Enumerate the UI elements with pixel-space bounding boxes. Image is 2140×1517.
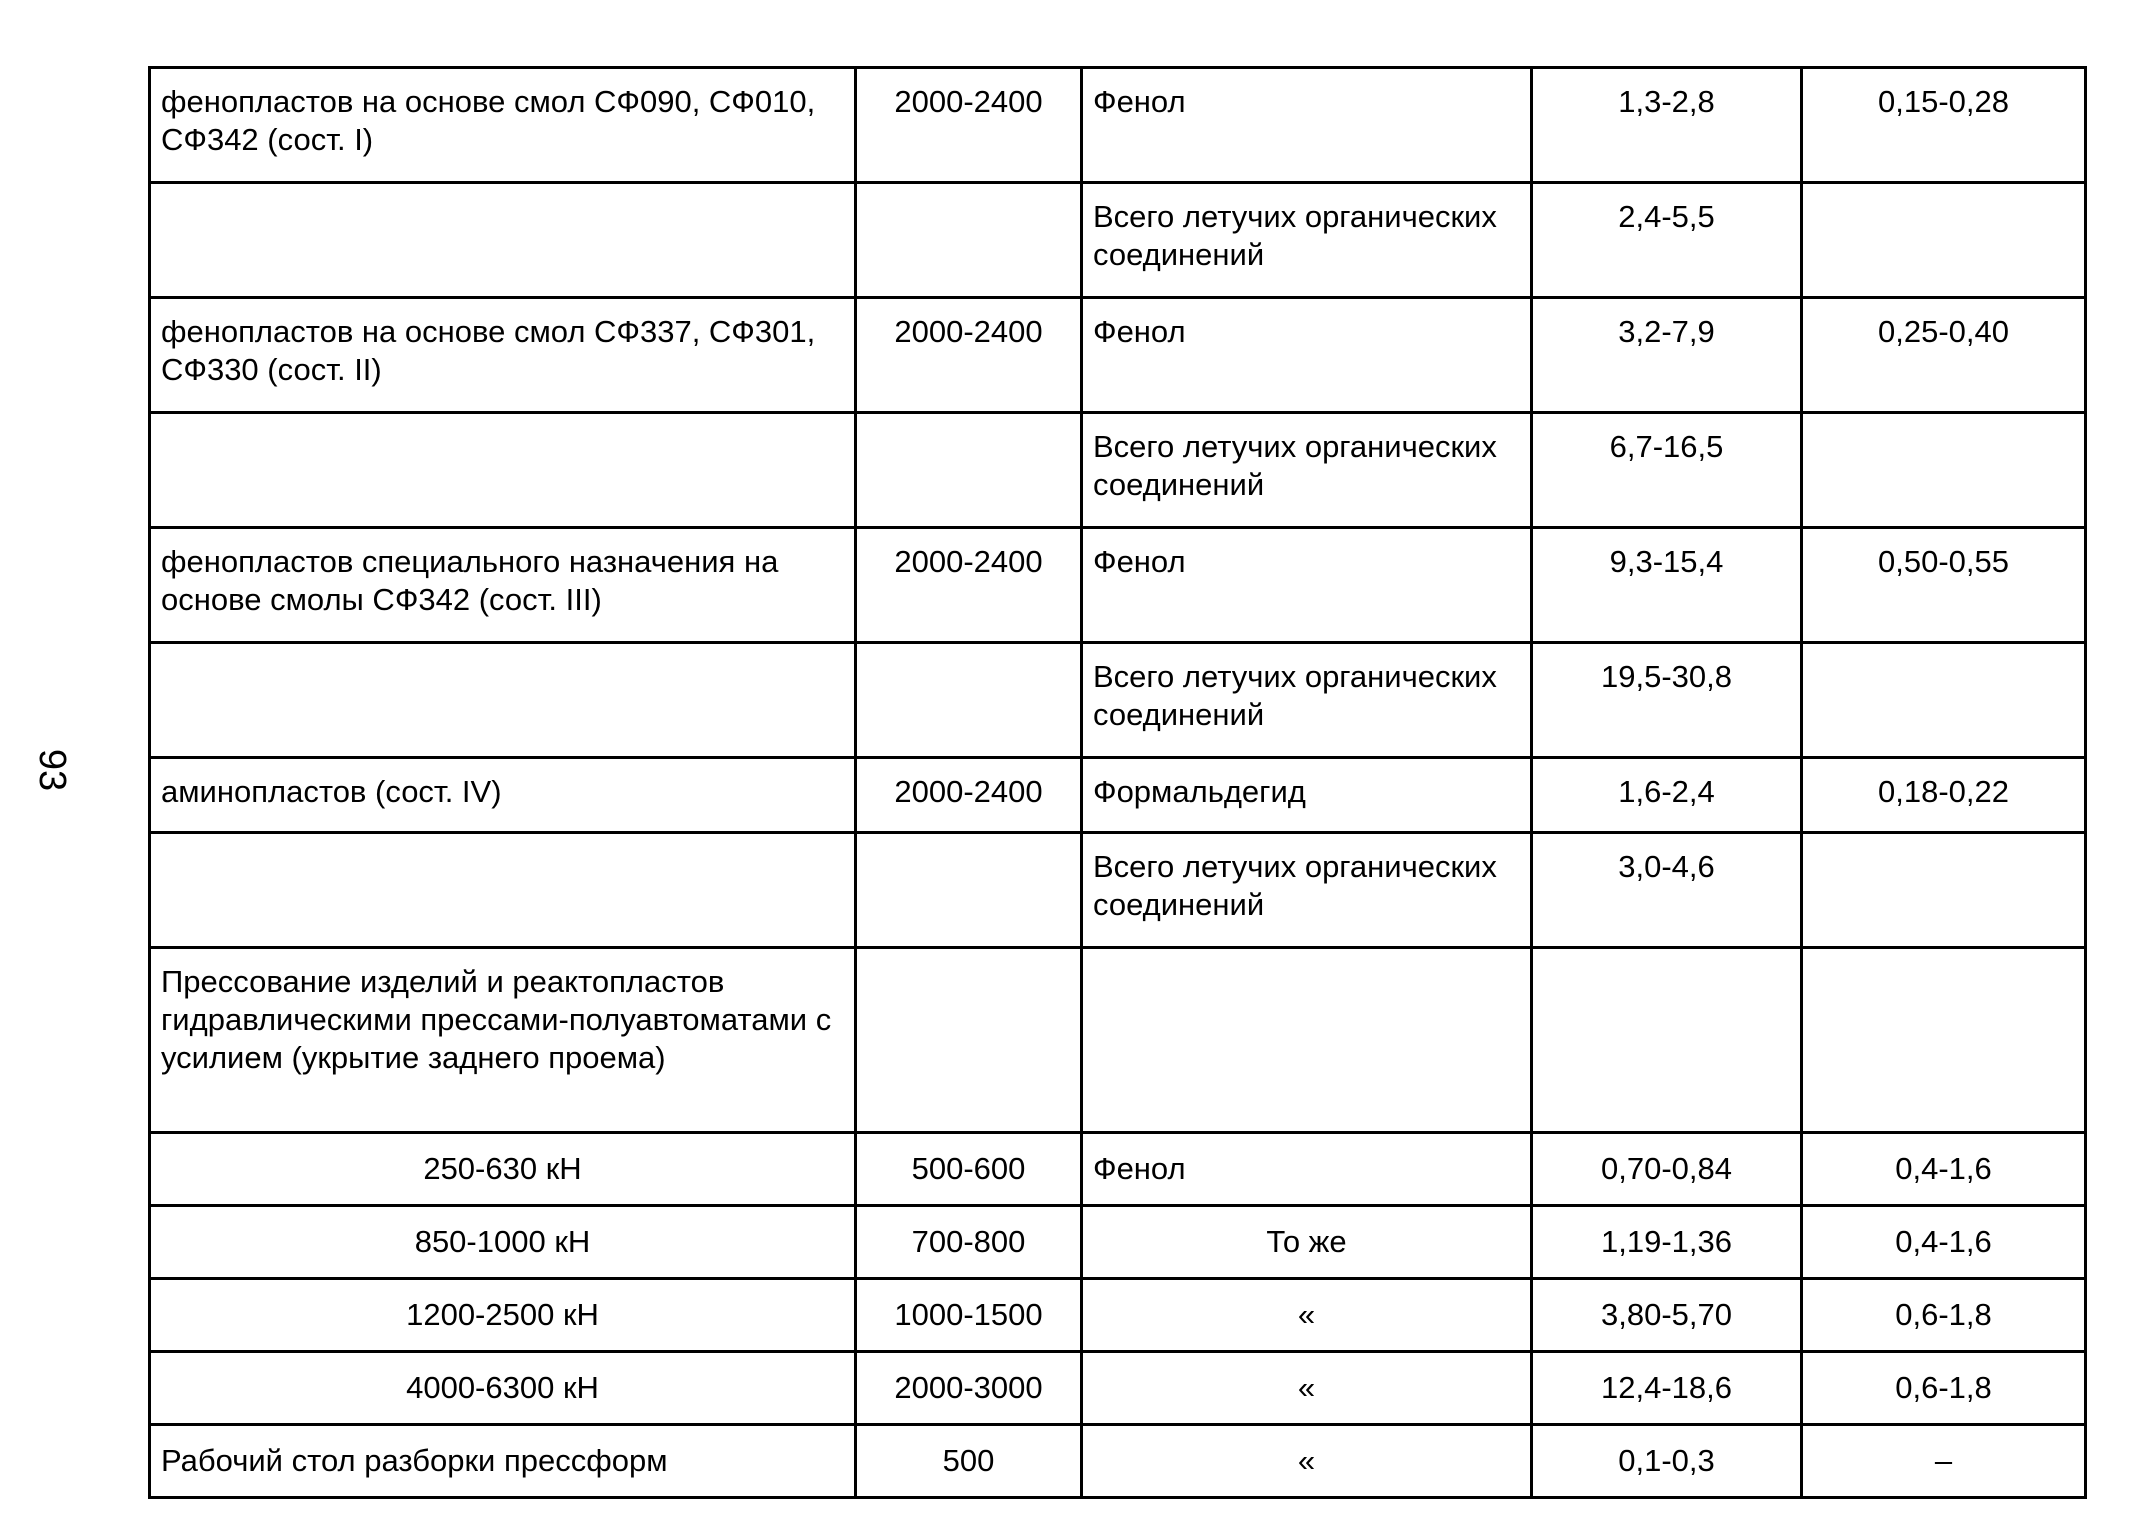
emission-cell: 3,2-7,9 [1532,298,1802,413]
substance-cell: Всего летучих органических соединений [1082,833,1532,948]
concentration-cell [1802,413,2086,528]
emission-cell: 1,6-2,4 [1532,758,1802,833]
table-row [150,833,2086,948]
table-row [150,413,2086,528]
table-row [150,183,2086,298]
volume-cell: 700-800 [856,1206,1082,1279]
concentration-cell [1802,183,2086,298]
substance-cell: « [1082,1425,1532,1498]
substance-cell: Всего летучих органических соединений [1082,183,1532,298]
volume-cell: 2000-3000 [856,1352,1082,1425]
process-cell: фенопластов на основе смол СФ090, СФ010, СФ342 (сост. I) [150,68,856,183]
concentration-cell: 0,18-0,22 [1802,758,2086,833]
process-cell: 850-1000 кН [150,1206,856,1279]
process-cell [150,413,856,528]
table-row [150,643,2086,758]
concentration-cell: 0,4-1,6 [1802,1133,2086,1206]
concentration-cell [1802,833,2086,948]
substance-cell: « [1082,1352,1532,1425]
table-row [150,948,2086,1133]
concentration-cell: 0,15-0,28 [1802,68,2086,183]
substance-cell: Всего летучих органических соединений [1082,413,1532,528]
substance-cell: Фенол [1082,68,1532,183]
substance-cell: Формальдегид [1082,758,1532,833]
volume-cell: 500-600 [856,1133,1082,1206]
process-cell: Рабочий стол разборки прессформ [150,1425,856,1498]
emission-cell: 12,4-18,6 [1532,1352,1802,1425]
volume-cell: 2000-2400 [856,298,1082,413]
process-cell: 1200-2500 кН [150,1279,856,1352]
volume-cell: 2000-2400 [856,528,1082,643]
table-row [150,1133,2086,1206]
table-row [150,298,2086,413]
concentration-cell: – [1802,1425,2086,1498]
volume-cell [856,643,1082,758]
concentration-cell [1802,643,2086,758]
volume-cell [856,948,1082,1133]
substance-cell: Фенол [1082,1133,1532,1206]
table-row [150,1352,2086,1425]
volume-cell: 2000-2400 [856,68,1082,183]
table-row [150,68,2086,183]
emission-cell: 3,0-4,6 [1532,833,1802,948]
volume-cell: 2000-2400 [856,758,1082,833]
table-row [150,1425,2086,1498]
process-cell: аминопластов (сост. IV) [150,758,856,833]
emission-cell: 3,80-5,70 [1532,1279,1802,1352]
table-row [150,758,2086,833]
volume-cell [856,833,1082,948]
substance-cell: Фенол [1082,528,1532,643]
process-cell [150,833,856,948]
process-cell: фенопластов специального назначения на основе смолы СФ342 (сост. III) [150,528,856,643]
process-cell [150,183,856,298]
emission-cell [1532,948,1802,1133]
volume-cell [856,183,1082,298]
emission-cell: 1,3-2,8 [1532,68,1802,183]
concentration-cell: 0,6-1,8 [1802,1279,2086,1352]
volume-cell [856,413,1082,528]
process-cell: фенопластов на основе смол СФ337, СФ301, СФ330 (сост. II) [150,298,856,413]
table-row [150,1279,2086,1352]
substance-cell [1082,948,1532,1133]
concentration-cell: 0,6-1,8 [1802,1352,2086,1425]
concentration-cell [1802,948,2086,1133]
emission-cell: 9,3-15,4 [1532,528,1802,643]
table-row [150,528,2086,643]
emissions-table [148,66,2087,1499]
emission-cell: 2,4-5,5 [1532,183,1802,298]
substance-cell: « [1082,1279,1532,1352]
substance-cell: Фенол [1082,298,1532,413]
emission-cell: 0,70-0,84 [1532,1133,1802,1206]
emission-cell: 6,7-16,5 [1532,413,1802,528]
emission-cell: 1,19-1,36 [1532,1206,1802,1279]
concentration-cell: 0,4-1,6 [1802,1206,2086,1279]
emission-cell: 19,5-30,8 [1532,643,1802,758]
volume-cell: 1000-1500 [856,1279,1082,1352]
process-cell: Прессование изделий и реактопластов гидравлическими прессами-полуавтоматами с усилием (укрытие заднего проема) [150,948,856,1133]
process-cell [150,643,856,758]
substance-cell: Всего летучих органических соединений [1082,643,1532,758]
process-cell: 250-630 кН [150,1133,856,1206]
process-cell: 4000-6300 кН [150,1352,856,1425]
concentration-cell: 0,25-0,40 [1802,298,2086,413]
volume-cell: 500 [856,1425,1082,1498]
table-row [150,1206,2086,1279]
concentration-cell: 0,50-0,55 [1802,528,2086,643]
page-number: 93 [31,748,74,792]
emission-cell: 0,1-0,3 [1532,1425,1802,1498]
substance-cell: То же [1082,1206,1532,1279]
